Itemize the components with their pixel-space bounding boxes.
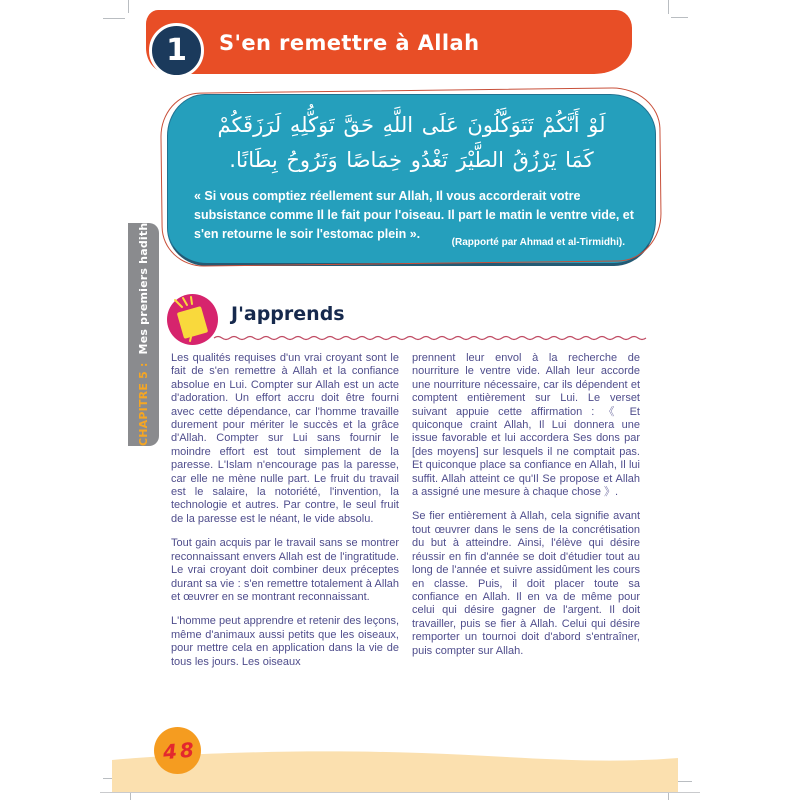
body-paragraph: Se fier entièrement à Allah, cela signifie avant tout œuvrer dans le sens de la concrétisation du but à atteindre. Ainsi, l'élève qui désire réussir en fin d'année se doit d'étudier tout au long de l'année et suivre assidûment les cours en classe. Puis, il doit placer toute sa confiance en Allah. Il en va de même pour celui qui désire gagner de l'argent. Il doit travailler, puis se fier à Allah. Celui qui désire remporter un tournoi doit d'abord s'entraîner, puis compter sur Allah.	[412, 510, 640, 657]
crop-mark	[668, 0, 669, 14]
body-paragraph: L'homme peut apprendre et retenir des leçons, même d'animaux aussi petits que les oiseaux, pour mettre cela en application dans la vie de tous les jours. Les oiseaux	[171, 615, 399, 668]
hadith-translation: « Si vous comptiez réellement sur Allah, Il vous accorderait votre subsistance comme Il le fait pour l'oiseau. Il part le matin le ventre vide, et s'en retourne le soir l'estomac plein ».	[194, 189, 634, 241]
crop-mark	[671, 17, 688, 18]
body-text	[171, 352, 640, 680]
lesson-number: 1	[166, 33, 187, 68]
book-title: Mes premiers hadiths	[137, 215, 150, 355]
chapter-tab-text	[128, 215, 159, 446]
page-number-badge	[154, 727, 201, 774]
notebook-icon	[166, 293, 219, 351]
page-number: 48	[161, 736, 198, 764]
hadith-source: (Rapporté par Ahmad et al-Tirmidhi).	[451, 237, 625, 248]
body-paragraph: prennent leur envol à la recherche de nourriture le ventre vide. Allah leur accorde une nourriture nécessaire, car ils dépendent et comptent entièrement sur Lui. Le verset suivant appuie cette affirmation : 《 Et quiconque craint Allah, Il Lui donnera une issue favorable et lui accordera Ses dons par [des moyens] sur lesquels il ne comptait pas. Et quiconque place sa confiance en Allah, Il lui suffit. Allah atteint ce qu'Il Se propose et Allah a assigné une mesure à chaque chose 》.	[412, 352, 640, 499]
body-paragraph: Les qualités requises d'un vrai croyant sont le fait de s'en remettre à Allah et la confiance absolue en Lui. Compter sur Allah est un acte d'adoration. Un effort accru doit être fourni avec cette dépendance, car l'homme travaille durement pour mériter le succès et la grâce d'Allah. Compter sur Lui sans fournir le moindre effort est tout simplement de la paresse. L'Islam n'encourage pas la paresse, car elle ne mène nulle part. Le fruit du travail est le salaire, la notoriété, l'invention, la technologie et autres. Par contre, le seul fruit de la paresse est le néant, le vide absolu.	[171, 352, 399, 525]
crop-mark	[128, 0, 129, 13]
lesson-title: S'en remettre à Allah	[219, 31, 480, 55]
lesson-number-badge	[149, 23, 204, 78]
chapter-label: CHAPITRE 5 :	[137, 362, 150, 446]
chapter-side-tab	[128, 215, 159, 446]
left-column	[171, 352, 399, 680]
crop-mark	[103, 18, 125, 19]
wavy-divider	[213, 329, 659, 347]
hadith-arabic-line-2: كَمَا يَرْزُقُ الطَّيْرَ تَغْدُو خِمَاصًا وَتَرُوحُ بِطَانًا.	[229, 148, 594, 172]
body-paragraph: Tout gain acquis par le travail sans se montrer reconnaissant envers Allah est de l'ingratitude. Le vrai croyant doit combiner deux préceptes durant sa vie : s'en remettre totalement à Allah et œuvrer en se montrant reconnaissant.	[171, 537, 399, 603]
right-column	[412, 352, 640, 680]
crop-mark	[677, 781, 692, 782]
section-title: J'apprends	[231, 303, 345, 325]
hadith-box	[167, 94, 656, 266]
hadith-arabic-line-1: لَوْ أَنَّكُمْ تَتَوَكَّلُونَ عَلَى اللَّهِ حَقَّ تَوَكُّلِهِ لَرَزَقَكُمْ	[217, 113, 606, 137]
page-bottom-edge	[100, 792, 700, 793]
